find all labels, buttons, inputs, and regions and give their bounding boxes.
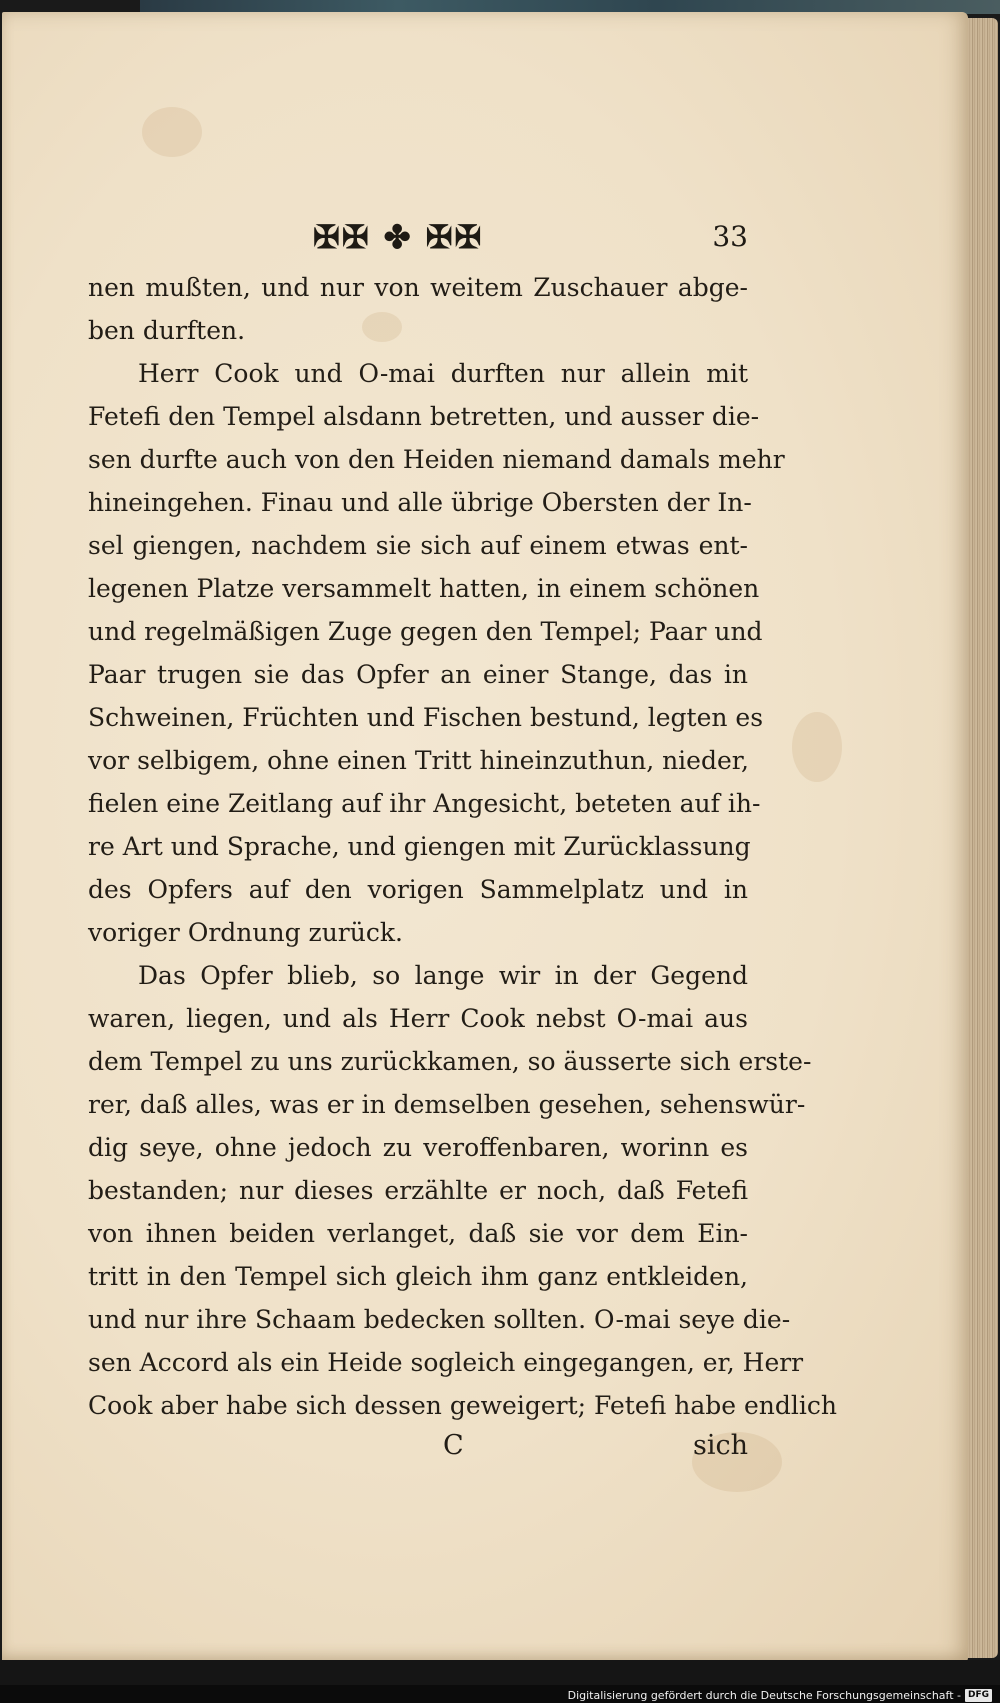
page-stack-edge	[968, 18, 998, 1658]
text-line: vor selbigem, ohne einen Tritt hineinzuthun, nieder,	[88, 746, 749, 775]
text-line: fielen eine Zeitlang auf ihr Angesicht, beteten auf ih-	[88, 789, 761, 818]
body-text	[88, 266, 837, 1427]
text-line: Fetefi den Tempel alsdann betretten, und ausser die-	[88, 402, 760, 431]
scan-bottom-edge	[0, 1660, 1000, 1685]
text-line: Das Opfer blieb, so lange wir in der Gegend	[138, 961, 748, 990]
text-line: hineingehen. Finau und alle übrige Obersten der In-	[88, 488, 752, 517]
text-line: sen durfte auch von den Heiden niemand damals mehr	[88, 445, 785, 474]
text-line: re Art und Sprache, und giengen mit Zurücklassung	[88, 832, 751, 861]
text-line: Cook aber habe sich dessen geweigert; Fetefi habe endlich	[88, 1391, 837, 1420]
text-line: waren, liegen, und als Herr Cook nebst O-mai aus	[88, 1004, 748, 1033]
text-line: ben durften.	[88, 316, 246, 345]
text-line: Herr Cook und O-mai durften nur allein mit	[138, 359, 748, 388]
text-line: rer, daß alles, was er in demselben gesehen, sehenswür-	[88, 1090, 806, 1119]
text-line: Paar trugen sie das Opfer an einer Stange, das in	[88, 660, 748, 689]
text-line: Schweinen, Früchten und Fischen bestund, legten es	[88, 703, 764, 732]
header-ornament: ✠✠ ✤ ✠✠	[313, 218, 484, 256]
running-header	[88, 218, 748, 258]
text-line: und nur ihre Schaam bedecken sollten. O-mai seye die-	[88, 1305, 791, 1334]
text-line: tritt in den Tempel sich gleich ihm ganz entkleiden,	[88, 1262, 748, 1291]
paper-stain	[792, 712, 842, 782]
text-line: voriger Ordnung zurück.	[88, 918, 403, 947]
page-number: 33	[712, 220, 748, 253]
dfg-logo: DFG	[965, 1689, 992, 1702]
digitization-credit	[568, 1687, 992, 1703]
catchword: sich	[692, 1430, 748, 1461]
credit-text: Digitalisierung gefördert durch die Deutsche Forschungsgemeinschaft -	[567, 1688, 961, 1702]
text-line: dig seye, ohne jedoch zu veroffenbaren, worinn es	[88, 1133, 748, 1162]
paper-stain	[142, 107, 202, 157]
text-line: sel giengen, nachdem sie sich auf einem etwas ent-	[88, 531, 748, 560]
text-line: sen Accord als ein Heide sogleich eingegangen, er, Herr	[88, 1348, 804, 1377]
text-line: und regelmäßigen Zuge gegen den Tempel; Paar und	[88, 617, 763, 646]
text-line: von ihnen beiden verlanget, daß sie vor dem Ein-	[88, 1219, 748, 1248]
text-line: legenen Platze versammelt hatten, in einem schönen	[88, 574, 760, 603]
text-line: des Opfers auf den vorigen Sammelplatz und in	[88, 875, 748, 904]
text-line: nen mußten, und nur von weitem Zuschauer abge-	[88, 273, 748, 302]
text-line: dem Tempel zu uns zurückkamen, so äusserte sich erste-	[88, 1047, 812, 1076]
signature-mark: C	[443, 1430, 464, 1461]
page-footer	[88, 1430, 748, 1470]
text-line: bestanden; nur dieses erzählte er noch, daß Fetefi	[88, 1176, 748, 1205]
